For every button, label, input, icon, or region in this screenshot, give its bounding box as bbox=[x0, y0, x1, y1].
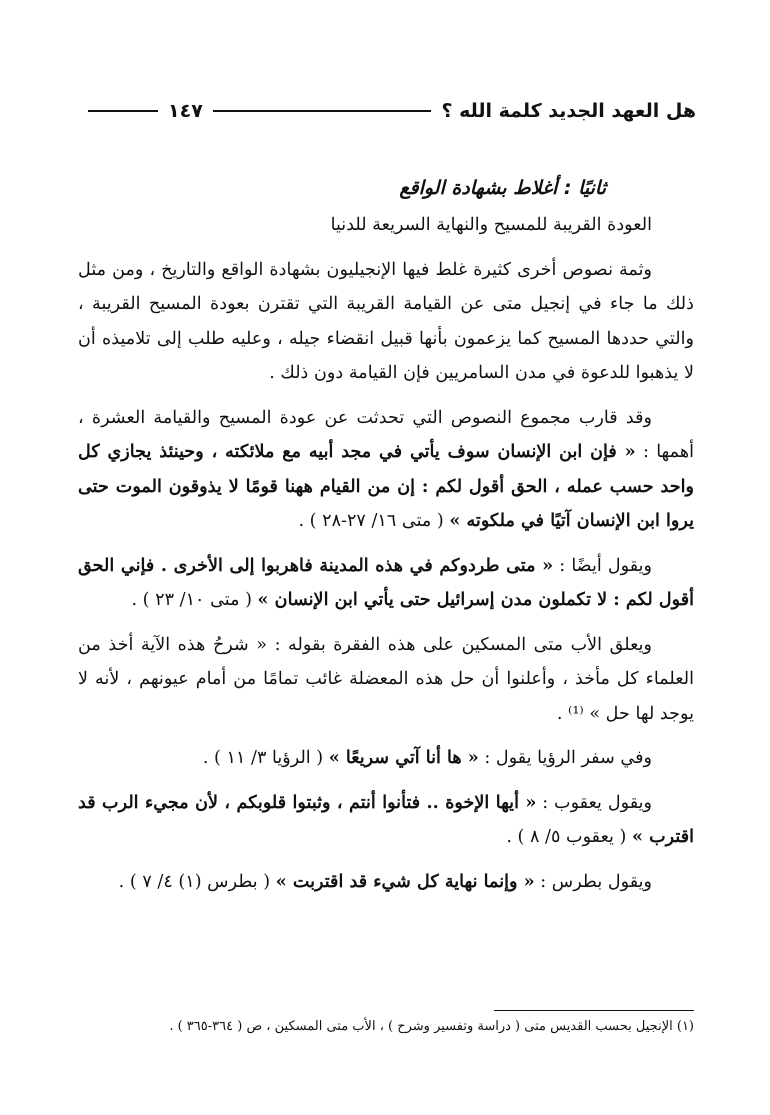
matthew-10-quote: « متى طردوكم في هذه المدينة فاهربوا إلى الأخرى . فإني الحق أقول لكم : لا تكملون مدن إسرائيل حتى يأتي ابن الإنسان » bbox=[78, 554, 694, 610]
header-rule-end bbox=[88, 110, 158, 112]
running-header bbox=[88, 95, 696, 127]
page-number: ١٤٧ bbox=[168, 100, 203, 122]
header-title: هل العهد الجديد كلمة الله ؟ bbox=[441, 100, 696, 122]
paragraph-4: ويعلق الأب متى المسكين على هذه الفقرة بقوله : « شرحُ هذه الآية أخذ من العلماء كل مأخذ ، وأعلنوا أن حل هذه المعضلة غائب تمامًا من أمام عيونهم ، لأنه لا يوجد لها حل » ⁽¹⁾ . bbox=[78, 634, 694, 724]
paragraph-2-intro: وقد قارب مجموع النصوص التي تحدثت عن عودة المسيح والقيامة العشرة ، أهمها : bbox=[78, 407, 695, 462]
page-body bbox=[78, 168, 694, 909]
revelation-reference: ( الرؤيا ٣/ ١١ ) . bbox=[202, 748, 329, 768]
paragraph-5-intro: وفي سفر الرؤيا يقول : bbox=[478, 748, 652, 768]
paragraph-3 bbox=[78, 549, 694, 618]
james-reference: ( يعقوب ٥/ ٨ ) . bbox=[506, 827, 632, 847]
paragraph-5 bbox=[78, 741, 694, 776]
paragraph-3-intro: ويقول أيضًا : bbox=[553, 555, 652, 576]
peter-reference: ( بطرس (١) ٤/ ٧ ) . bbox=[118, 871, 276, 892]
section-subheading: العودة القريبة للمسيح والنهاية السريعة للدنيا bbox=[330, 215, 652, 235]
header-rule bbox=[213, 110, 432, 112]
paragraph-6 bbox=[78, 786, 694, 855]
matthew-16-quote: « فإن ابن الإنسان سوف يأتي في مجد أبيه مع ملائكته ، وحينئذ يجازي كل واحد حسب عمله ، الحق أقول لكم : إن من القيام ههنا قومًا لا يذوقون الموت حتى يروا ابن الإنسان آتيًا في ملكوته » bbox=[78, 441, 694, 531]
paragraph-6-intro: ويقول يعقوب : bbox=[536, 792, 652, 813]
section-heading: ثانيًا : أغلاط بشهادة الواقع bbox=[399, 177, 606, 199]
revelation-quote: « ها أنا آتي سريعًا » bbox=[328, 747, 479, 768]
peter-quote: « وإنما نهاية كل شيء قد اقتربت » bbox=[275, 870, 535, 892]
footnote-rule bbox=[494, 1010, 694, 1011]
james-quote: « أيها الإخوة .. فتأنوا أنتم ، وثبتوا قلوبكم ، لأن مجيء الرب قد اقترب » bbox=[78, 791, 694, 847]
paragraph-7 bbox=[78, 865, 694, 900]
matthew-10-reference: ( متى ١٠/ ٢٣ ) . bbox=[131, 590, 258, 610]
paragraph-1: وثمة نصوص أخرى كثيرة غلط فيها الإنجيليون بشهادة الواقع والتاريخ ، ومن مثل ذلك ما جاء في إنجيل متى عن القيامة القريبة التي تقترن بعودة المسيح القريبة ، والتي حددها المسيح كما يزعمون بأنها قبيل انقضاء جيله ، وعليه طلب إلى تلاميذه أن لا يذهبوا للدعوة في مدن السامريين فإن القيامة دون ذلك . bbox=[78, 259, 694, 383]
matthew-16-reference: ( متى ١٦/ ٢٧-٢٨ ) . bbox=[298, 511, 450, 531]
paragraph-2 bbox=[78, 401, 694, 539]
paragraph-7-intro: ويقول بطرس : bbox=[534, 871, 652, 892]
footnote: (١) الإنجيل بحسب القديس متى ( دراسة وتفسير وشرح ) ، الأب متى المسكين ، ص ( ٣٦٤-٣٦٥ ) . bbox=[169, 1019, 694, 1034]
